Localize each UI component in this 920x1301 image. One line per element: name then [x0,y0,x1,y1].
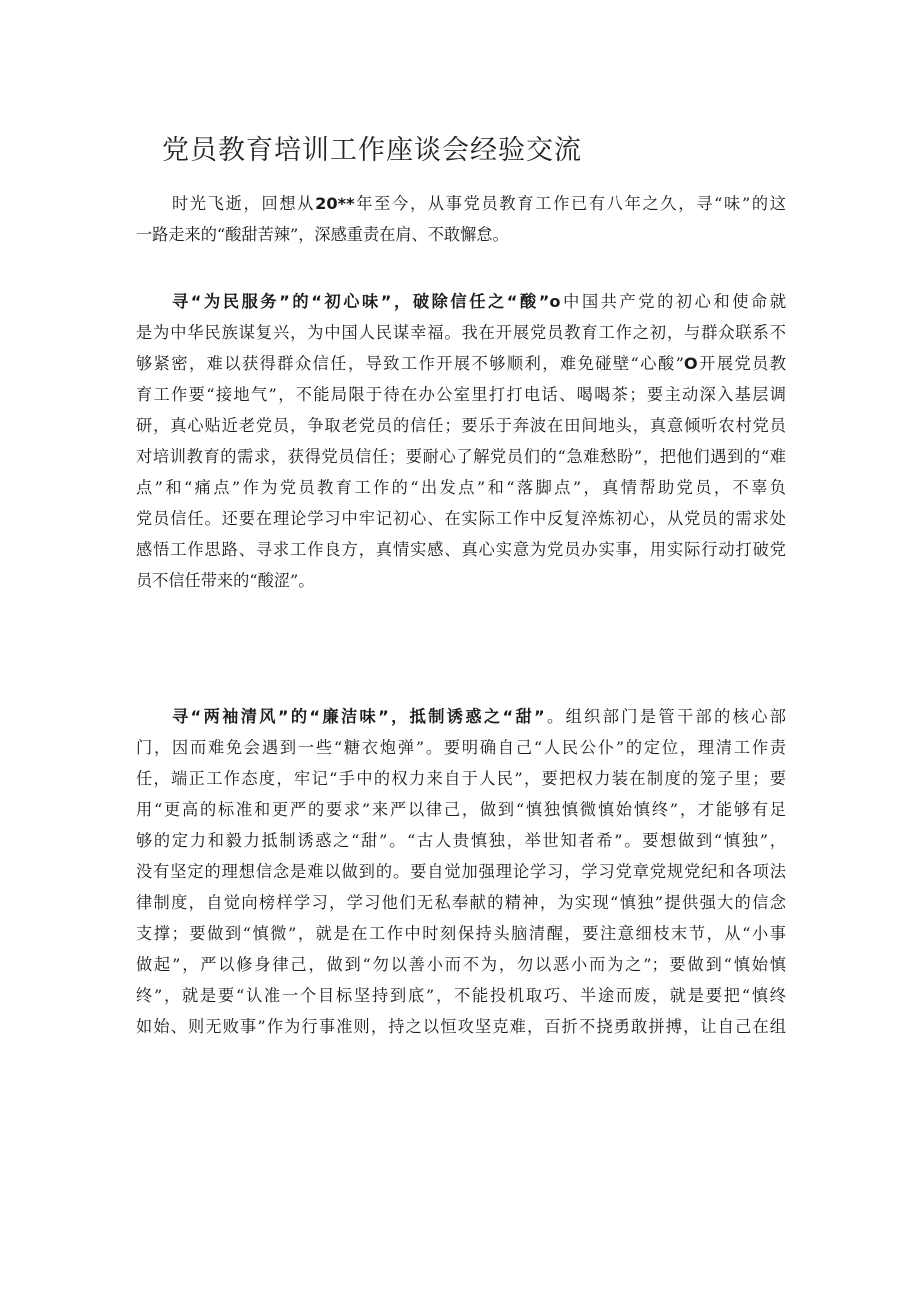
text-line: 是为中华民族谋复兴，为中国人民谋幸福。我在开展党员教育工作之初，与群众联系不 [136,323,786,342]
text-line: 寻“为民服务”的“初心味”，破除信任之“酸”o中国共产党的初心和使命就 [172,292,787,311]
text-line: 党员信任。还要在理论学习中牢记初心、在实际工作中反复淬炼初心，从党员的需求处 [136,509,786,528]
text-line: 任，端正工作态度，牢记“手中的权力来自于人民”，要把权力装在制度的笼子里；要 [136,769,786,788]
section-heading: 寻“为民服务”的“初心味”，破除信任之“酸”o [172,292,561,311]
text-line: 一路走来的“酸甜苦辣”，深感重责在肩、不敢懈怠。 [136,225,509,244]
text-line: 用“更高的标准和更严的要求”来严以律己，做到“慎独慎微慎始慎终”，才能够有足 [136,800,786,819]
paragraph-intro [136,188,786,250]
section-heading: 寻“两袖清风”的“廉洁味”，抵制诱惑之“甜” [172,707,545,726]
paragraph-initial-mission [136,286,786,596]
text-line: 支撑；要做到“慎微”，就是在工作中时刻保持头脑清醒，要注意细枝末节，从“小事 [136,924,786,943]
text-line: 终”，就是要“认准一个目标坚持到底”，不能投机取巧、半途而废，就是要把“慎终 [136,986,786,1005]
text-line: 员不信任带来的“酸涩”。 [136,571,315,590]
text-line: 感悟工作思路、寻求工作良方，真情实感、真心实意为党员办实事，用实际行动打破党 [136,540,786,559]
text-line: 寻“两袖清风”的“廉洁味”，抵制诱惑之“甜”。组织部门是管干部的核心部 [172,707,786,726]
text-line: 时光飞逝，回想从20**年至今，从事党员教育工作已有八年之久，寻“味”的这 [172,194,786,213]
text-line: 律制度，自觉向榜样学习，学习他们无私奉献的精神，为实现“慎独”提供强大的信念 [136,893,786,912]
text-line: 对培训教育的需求，获得党员信任；要耐心了解党员们的“急难愁盼”，把他们遇到的“难 [136,447,786,466]
page-title: 党员教育培训工作座谈会经验交流 [162,135,582,166]
text-line: 够的定力和毅力抵制诱惑之“甜”。“古人贵慎独，举世知者希”。要想做到“慎独”， [136,831,786,850]
paragraph-integrity [136,701,786,1042]
text-line: 研，真心贴近老党员，争取老党员的信任；要乐于奔波在田间地头，真意倾听农村党员 [136,416,786,435]
text-line: 够紧密，难以获得群众信任，导致工作开展不够顺利，难免碰壁“心酸”O开展党员教 [136,354,787,373]
text-line: 如始、则无败事”作为行事准则，持之以恒攻坚克难，百折不挠勇敢拼搏，让自己在组 [136,1017,786,1036]
text-line: 门，因而难免会遇到一些“糖衣炮弹”。要明确自己“人民公仆”的定位，理清工作责 [136,738,786,757]
text-line: 育工作要“接地气”，不能局限于待在办公室里打打电话、喝喝茶；要主动深入基层调 [136,385,786,404]
text-line: 没有坚定的理想信念是难以做到的。要自觉加强理论学习，学习党章党规党纪和各项法 [136,862,786,881]
text-line: 点”和“痛点”作为党员教育工作的“出发点”和“落脚点”，真情帮助党员，不辜负 [136,478,786,497]
text-line: 做起”，严以修身律己，做到“勿以善小而不为，勿以恶小而为之”；要做到“慎始慎 [136,955,786,974]
